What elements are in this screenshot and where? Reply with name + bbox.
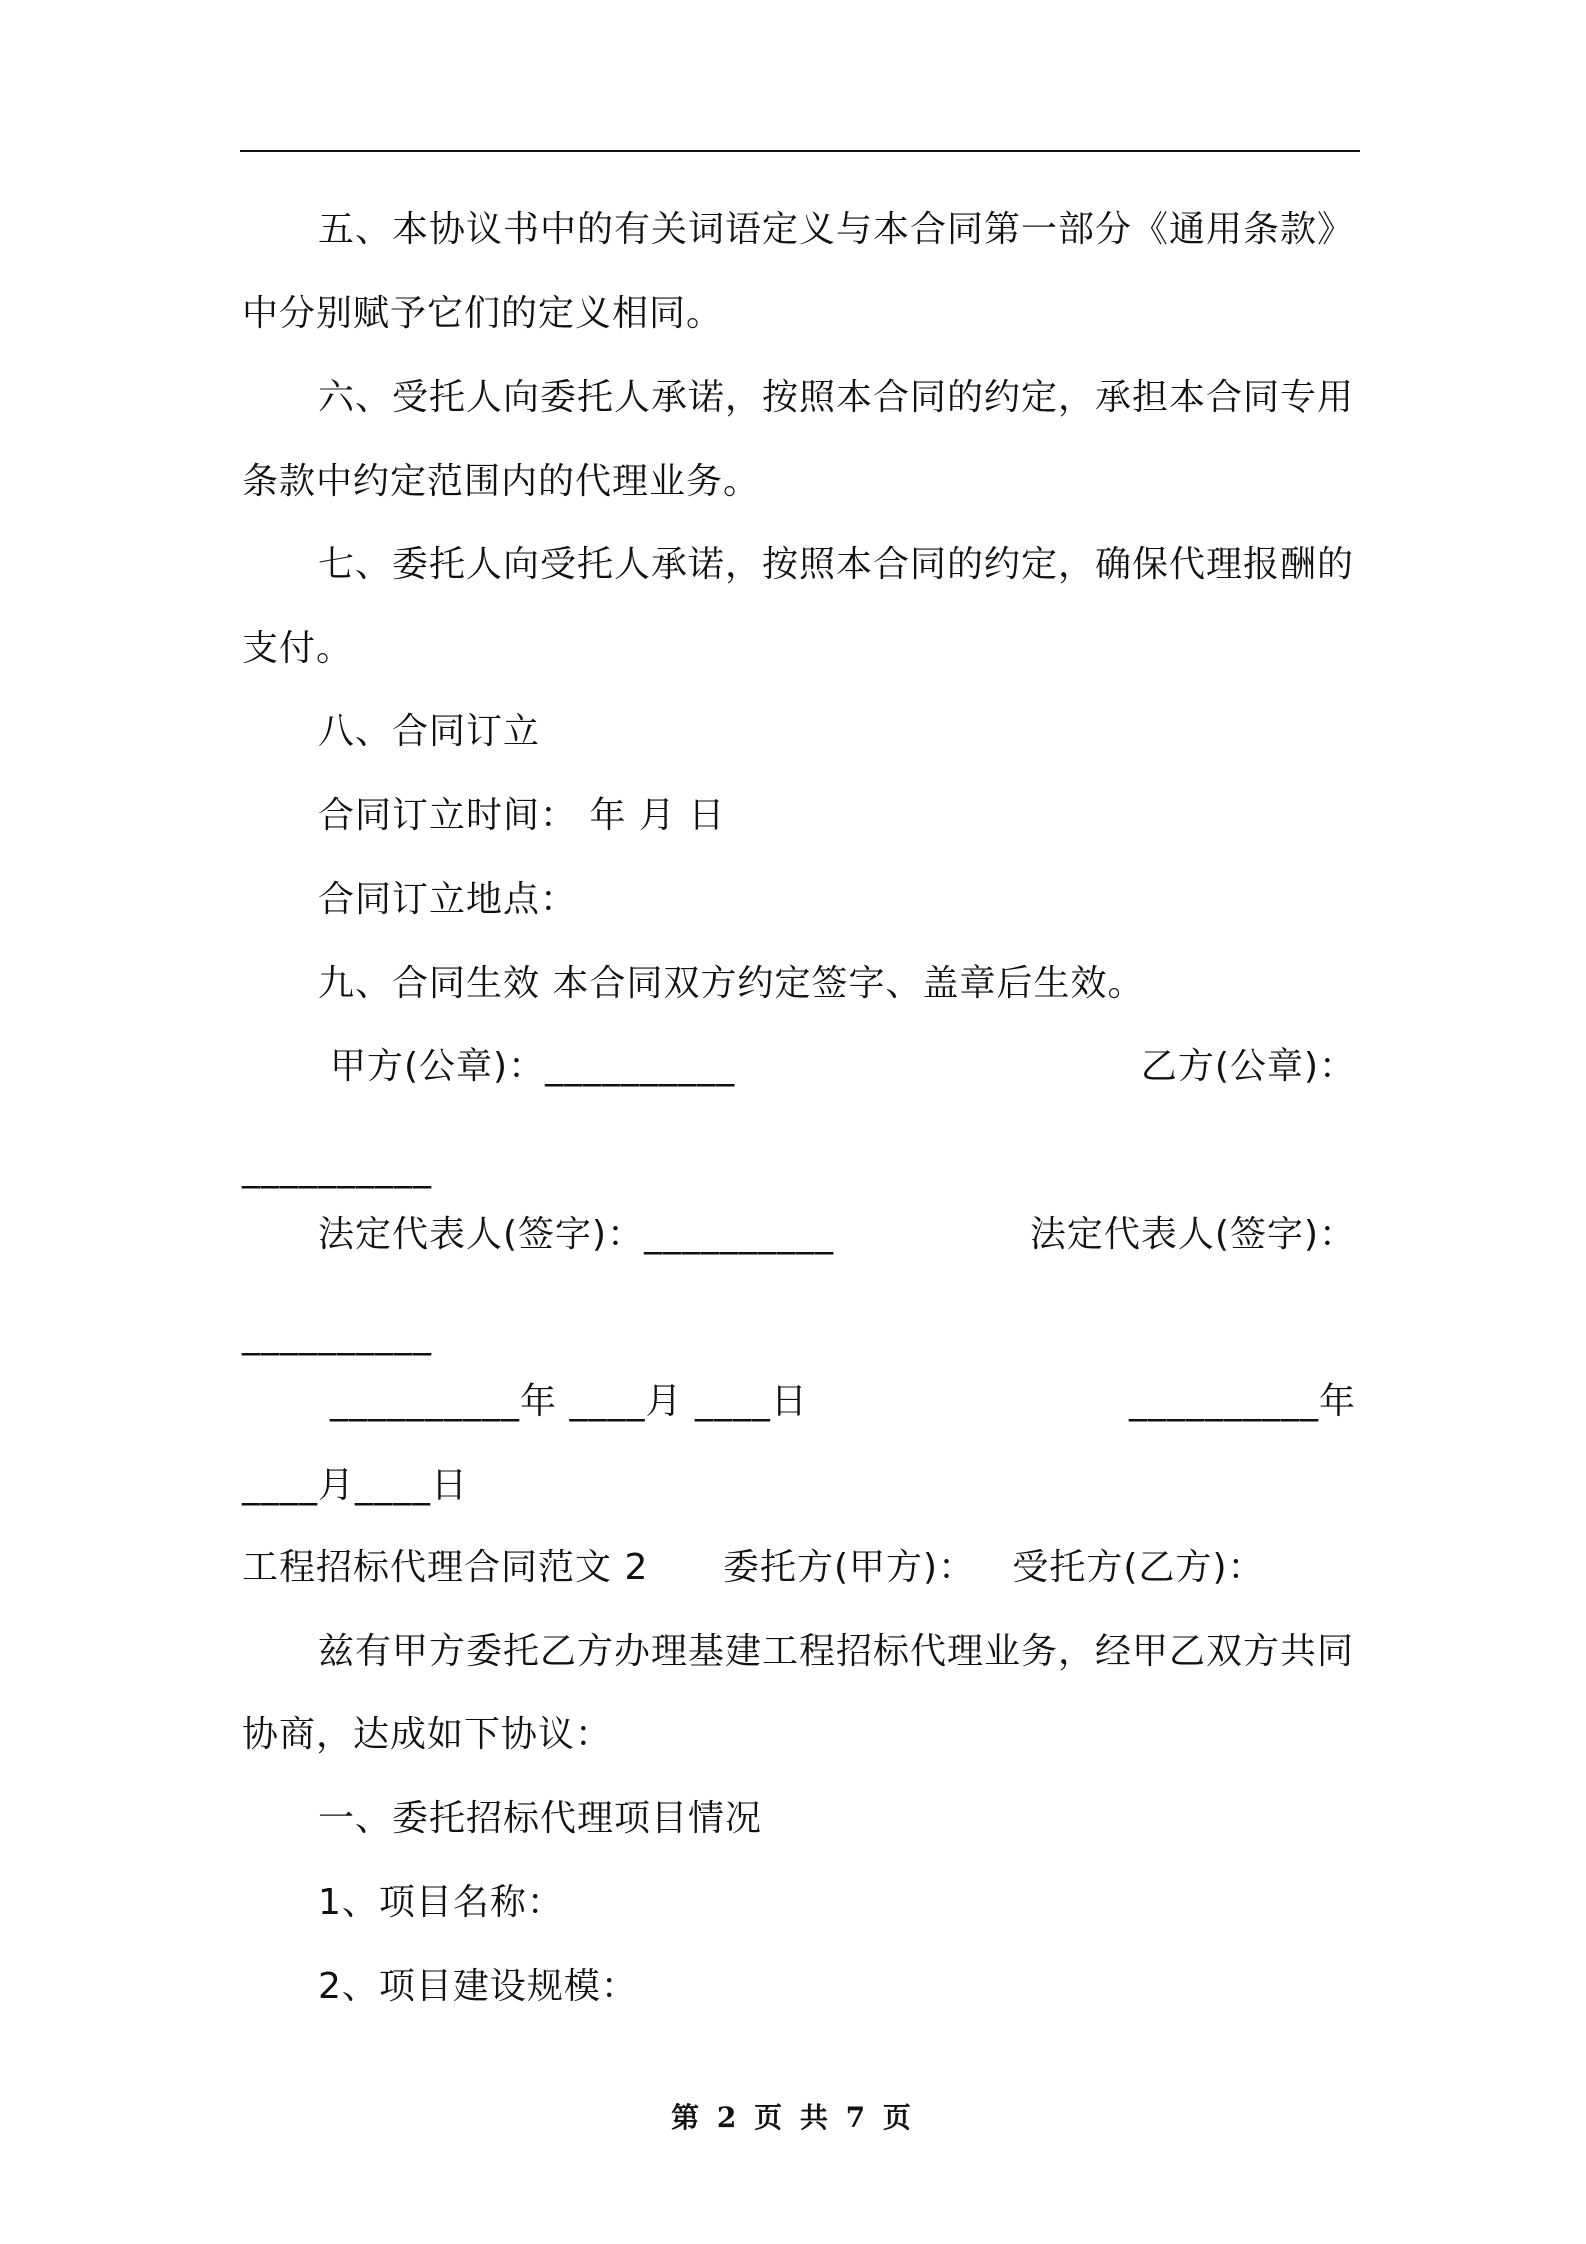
party-b-seal-blank: __________ bbox=[242, 1148, 432, 1189]
header-rule bbox=[240, 150, 1360, 152]
clause-5-line-2: 中分别赋予它们的定义相同。 bbox=[242, 293, 724, 334]
clause-6-line-1: 六、受托人向委托人承诺，按照本合同的约定，承担本合同专用 bbox=[318, 377, 1355, 418]
clause-5-line-1: 五、本协议书中的有关词语定义与本合同第一部分《通用条款》 bbox=[318, 209, 1355, 250]
clause-7-line-1: 七、委托人向受托人承诺，按照本合同的约定，确保代理报酬的 bbox=[318, 544, 1355, 585]
party-b-date-cont: ____月____日 bbox=[242, 1465, 469, 1506]
party-b-seal: 乙方(公章)： bbox=[1140, 1046, 1356, 1087]
contract-2-heading: 工程招标代理合同范文 2 委托方(甲方)： 受托方(乙方)： bbox=[242, 1547, 1265, 1588]
party-b-date: __________年 bbox=[1128, 1381, 1356, 1422]
party-a-representative: 法定代表人(签字)：__________ bbox=[318, 1214, 835, 1255]
section-1-title: 一、委托招标代理项目情况 bbox=[318, 1798, 763, 1839]
clause-7-line-2: 支付。 bbox=[242, 628, 354, 669]
clause-9-effective: 九、合同生效 本合同双方约定签字、盖章后生效。 bbox=[318, 963, 1145, 1004]
signing-time: 合同订立时间： 年 月 日 bbox=[318, 795, 726, 836]
page-indicator: 第 2 页 共 7 页 bbox=[671, 2101, 915, 2134]
contract-2-intro-line-2: 协商，达成如下协议： bbox=[242, 1714, 613, 1755]
party-b-representative: 法定代表人(签字)： bbox=[1029, 1214, 1356, 1255]
party-a-date: __________年 ____月 ____日 bbox=[330, 1381, 808, 1422]
clause-6-line-2: 条款中约定范围内的代理业务。 bbox=[242, 461, 761, 502]
item-2-project-scale: 2、项目建设规模： bbox=[318, 1966, 638, 2007]
party-b-representative-blank: __________ bbox=[242, 1315, 432, 1356]
party-a-seal: 甲方(公章)：__________ bbox=[330, 1046, 736, 1087]
clause-8-title: 八、合同订立 bbox=[318, 711, 541, 752]
item-1-project-name: 1、项目名称： bbox=[318, 1882, 564, 1923]
signing-place: 合同订立地点： bbox=[318, 879, 578, 920]
contract-2-intro-line-1: 兹有甲方委托乙方办理基建工程招标代理业务，经甲乙双方共同 bbox=[318, 1631, 1355, 1672]
